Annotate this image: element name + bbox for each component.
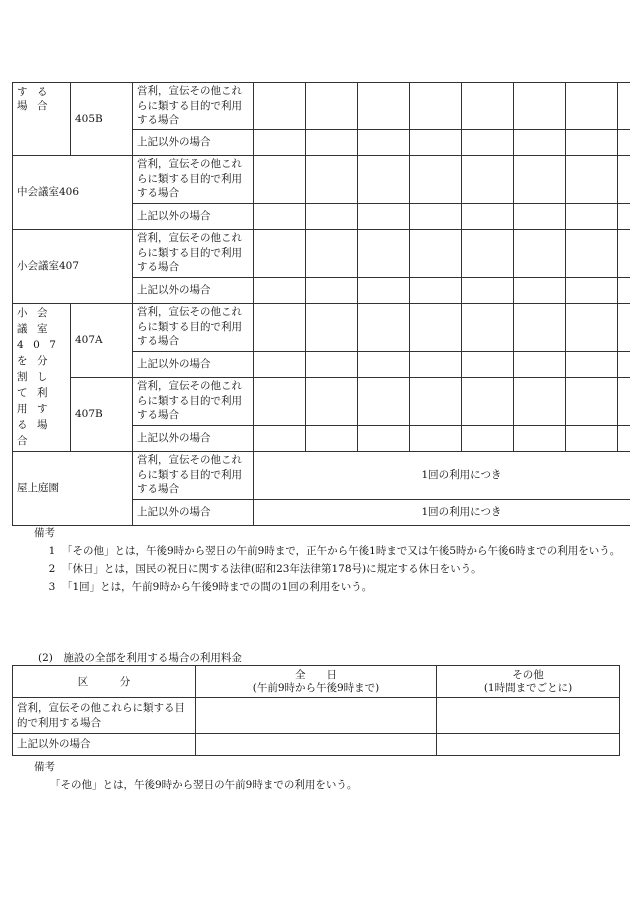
table-row [13, 451, 630, 499]
purpose-cell: 営利，宣伝その他これらに類する目的で利用する場合 [133, 377, 254, 425]
sub-room-cell: 405B [71, 83, 133, 156]
per-use-cell: 1回の利用につき [254, 499, 630, 525]
header-allday-note: (午前9時から午後9時まで) [252, 681, 380, 694]
table-row [13, 303, 630, 351]
purpose-cell: 上記以外の場合 [133, 425, 254, 451]
table-row [13, 83, 630, 130]
purpose-cell: 上記以外の場合 [133, 499, 254, 525]
table-row [13, 734, 620, 756]
fee-table-whole-facility [12, 665, 620, 756]
remark-number: 2 [48, 563, 56, 575]
purpose-cell: 上記以外の場合 [133, 203, 254, 229]
header-other-note: (1時間までごとに) [483, 681, 573, 694]
table-header-row [13, 666, 620, 698]
sub-room-cell: 407A [71, 303, 133, 377]
remarks-block [34, 524, 624, 596]
remark-item [34, 542, 624, 560]
purpose-cell: 営利，宣伝その他これらに類する目的で利用する場合 [133, 303, 254, 351]
remarks-title: 備考 [34, 761, 55, 773]
remark-text: 「1回」とは，午前9時から午後9時までの間の1回の利用をいう。 [62, 581, 373, 593]
header-allday-label: 全 日 [295, 668, 337, 681]
purpose-cell: 営利，宣伝その他これらに類する目的で利用する場合 [133, 229, 254, 277]
room-name-cell: 小会議室407を分割して利用する場合 [13, 303, 71, 451]
purpose-cell: 営利，宣伝その他これらに類する目的で利用する場合 [133, 155, 254, 203]
table-row [13, 698, 620, 734]
room-name-cell: 小会議室407 [13, 229, 133, 303]
remark-number: 3 [48, 581, 56, 593]
fee-table-rooms [12, 82, 630, 526]
room-name-cell: する場合 [13, 83, 71, 156]
purpose-cell: 上記以外の場合 [133, 129, 254, 155]
per-use-cell: 1回の利用につき [254, 451, 630, 499]
table-row [13, 377, 630, 425]
remark-text: 「その他」とは，午後9時から翌日の午前9時まで，正午から午後1時まで又は午後5時から午後6時までの利用をいう。 [62, 545, 621, 557]
remarks-block-2 [34, 758, 624, 794]
purpose-cell: 営利，宣伝その他これらに類する目的で利用する場合 [133, 83, 254, 130]
table-row [13, 155, 630, 203]
section-title: (2) 施設の全部を利用する場合の利用料金 [38, 652, 242, 664]
purpose-cell: 営利，宣伝その他これらに類する目的で利用する場合 [133, 451, 254, 499]
header-other-label: その他 [512, 668, 544, 681]
remark-text: 「その他」とは，午後9時から翌日の午前9時までの利用をいう。 [50, 779, 358, 791]
purpose-cell: 上記以外の場合 [133, 351, 254, 377]
purpose-cell: 営利，宣伝その他これらに類する目的で利用する場合 [13, 698, 196, 734]
header-other [437, 666, 620, 698]
remark-number: 1 [48, 545, 56, 557]
sub-room-cell: 407B [71, 377, 133, 451]
room-name-cell: 屋上庭園 [13, 451, 133, 525]
table-row [13, 229, 630, 277]
header-allday [196, 666, 437, 698]
remark-item [34, 578, 624, 596]
room-name-cell: 中会議室406 [13, 155, 133, 229]
remark-item [34, 560, 624, 578]
remark-text: 「休日」とは，国民の祝日に関する法律(昭和23年法律第178号)に規定する休日をいう。 [62, 563, 482, 575]
purpose-cell: 上記以外の場合 [133, 277, 254, 303]
header-category: 区 分 [13, 666, 196, 698]
purpose-cell: 上記以外の場合 [13, 734, 196, 756]
remarks-title: 備考 [34, 527, 55, 539]
